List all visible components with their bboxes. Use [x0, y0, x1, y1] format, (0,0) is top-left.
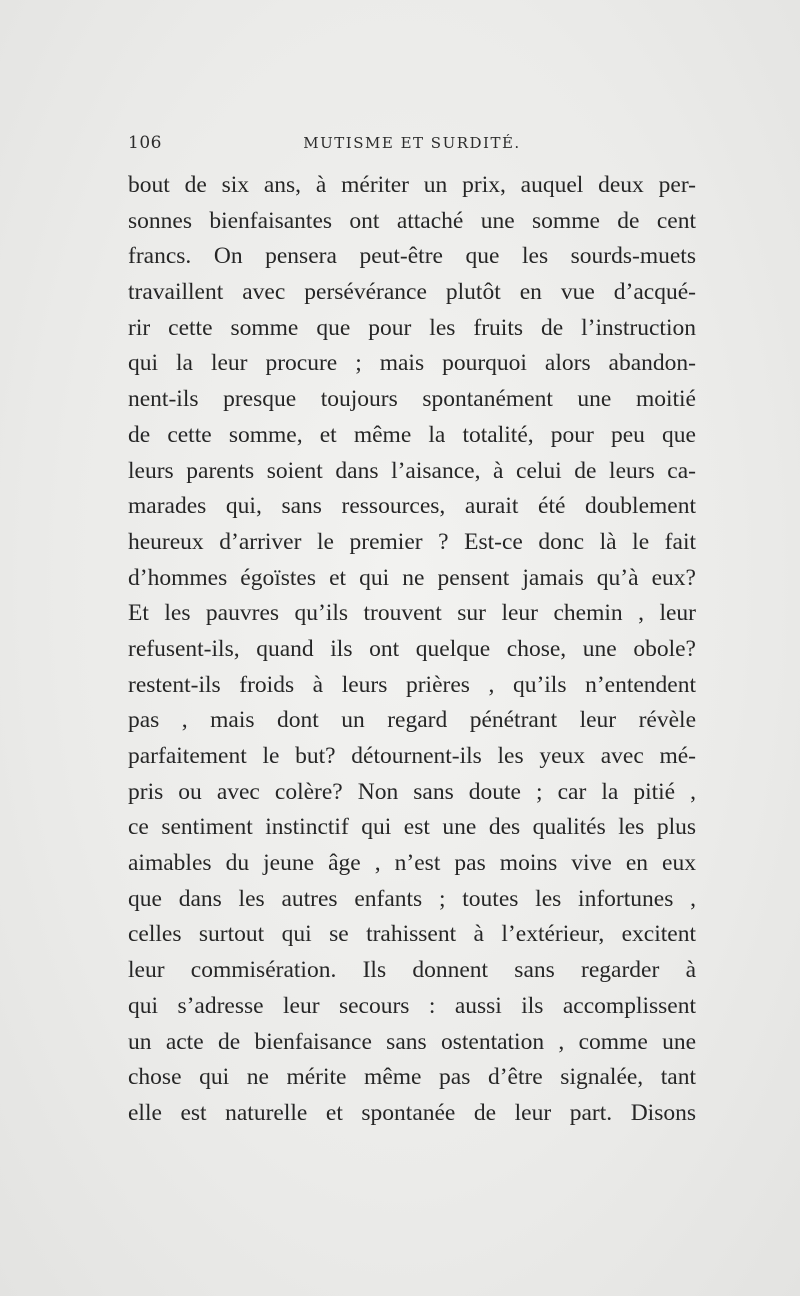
text-line: nent-ils presque toujours spontanément une moitié [128, 386, 696, 413]
text-line: heureux d’arriver le premier ? Est-ce donc là le fait [128, 528, 696, 555]
page-number: 106 [128, 133, 162, 153]
text-line: rir cette somme que pour les fruits de l’instruction [128, 314, 696, 341]
running-title: MUTISME ET SURDITÉ. [303, 134, 521, 152]
text-line: francs. On pensera peut-être que les sourds-muets [128, 243, 696, 270]
page-header [128, 133, 696, 159]
text-line: bout de six ans, à mériter un prix, auquel deux per- [128, 172, 696, 198]
text-line: refusent-ils, quand ils ont quelque chose, une obole? [128, 635, 696, 662]
body-text [128, 168, 696, 1132]
text-line: qui s’adresse leur secours : aussi ils accomplissent [128, 992, 696, 1019]
text-line: chose qui ne mérite même pas d’être signalée, tant [128, 1064, 696, 1091]
text-line: elle est naturelle et spontanée de leur part. Disons [128, 1099, 696, 1126]
text-line: pas , mais dont un regard pénétrant leur révèle [128, 707, 696, 734]
text-line: un acte de bienfaisance sans ostentation , comme une [128, 1028, 696, 1055]
text-line: que dans les autres enfants ; toutes les infortunes , [128, 885, 696, 912]
text-line: leurs parents soient dans l’aisance, à celui de leurs ca- [128, 457, 696, 484]
text-line: pris ou avec colère? Non sans doute ; car la pitié , [128, 778, 696, 805]
text-line: celles surtout qui se trahissent à l’extérieur, excitent [128, 921, 696, 948]
text-line: sonnes bienfaisantes ont attaché une somme de cent [128, 207, 696, 234]
text-line: de cette somme, et même la totalité, pour peu que [128, 421, 696, 448]
text-line: qui la leur procure ; mais pourquoi alors abandon- [128, 350, 696, 377]
text-line: leur commisération. Ils donnent sans regarder à [128, 957, 696, 984]
text-line: parfaitement le but? détournent-ils les yeux avec mé- [128, 743, 696, 769]
text-line: travaillent avec persévérance plutôt en vue d’acqué- [128, 279, 696, 306]
text-line: marades qui, sans ressources, aurait été doublement [128, 493, 696, 520]
text-line: d’hommes égoïstes et qui ne pensent jamais qu’à eux? [128, 564, 696, 591]
text-line: Et les pauvres qu’ils trouvent sur leur chemin , leur [128, 600, 696, 627]
text-line: ce sentiment instinctif qui est une des qualités les plus [128, 814, 696, 841]
text-line: restent-ils froids à leurs prières , qu’ils n’entendent [128, 671, 696, 698]
text-line: aimables du jeune âge , n’est pas moins vive en eux [128, 850, 696, 877]
